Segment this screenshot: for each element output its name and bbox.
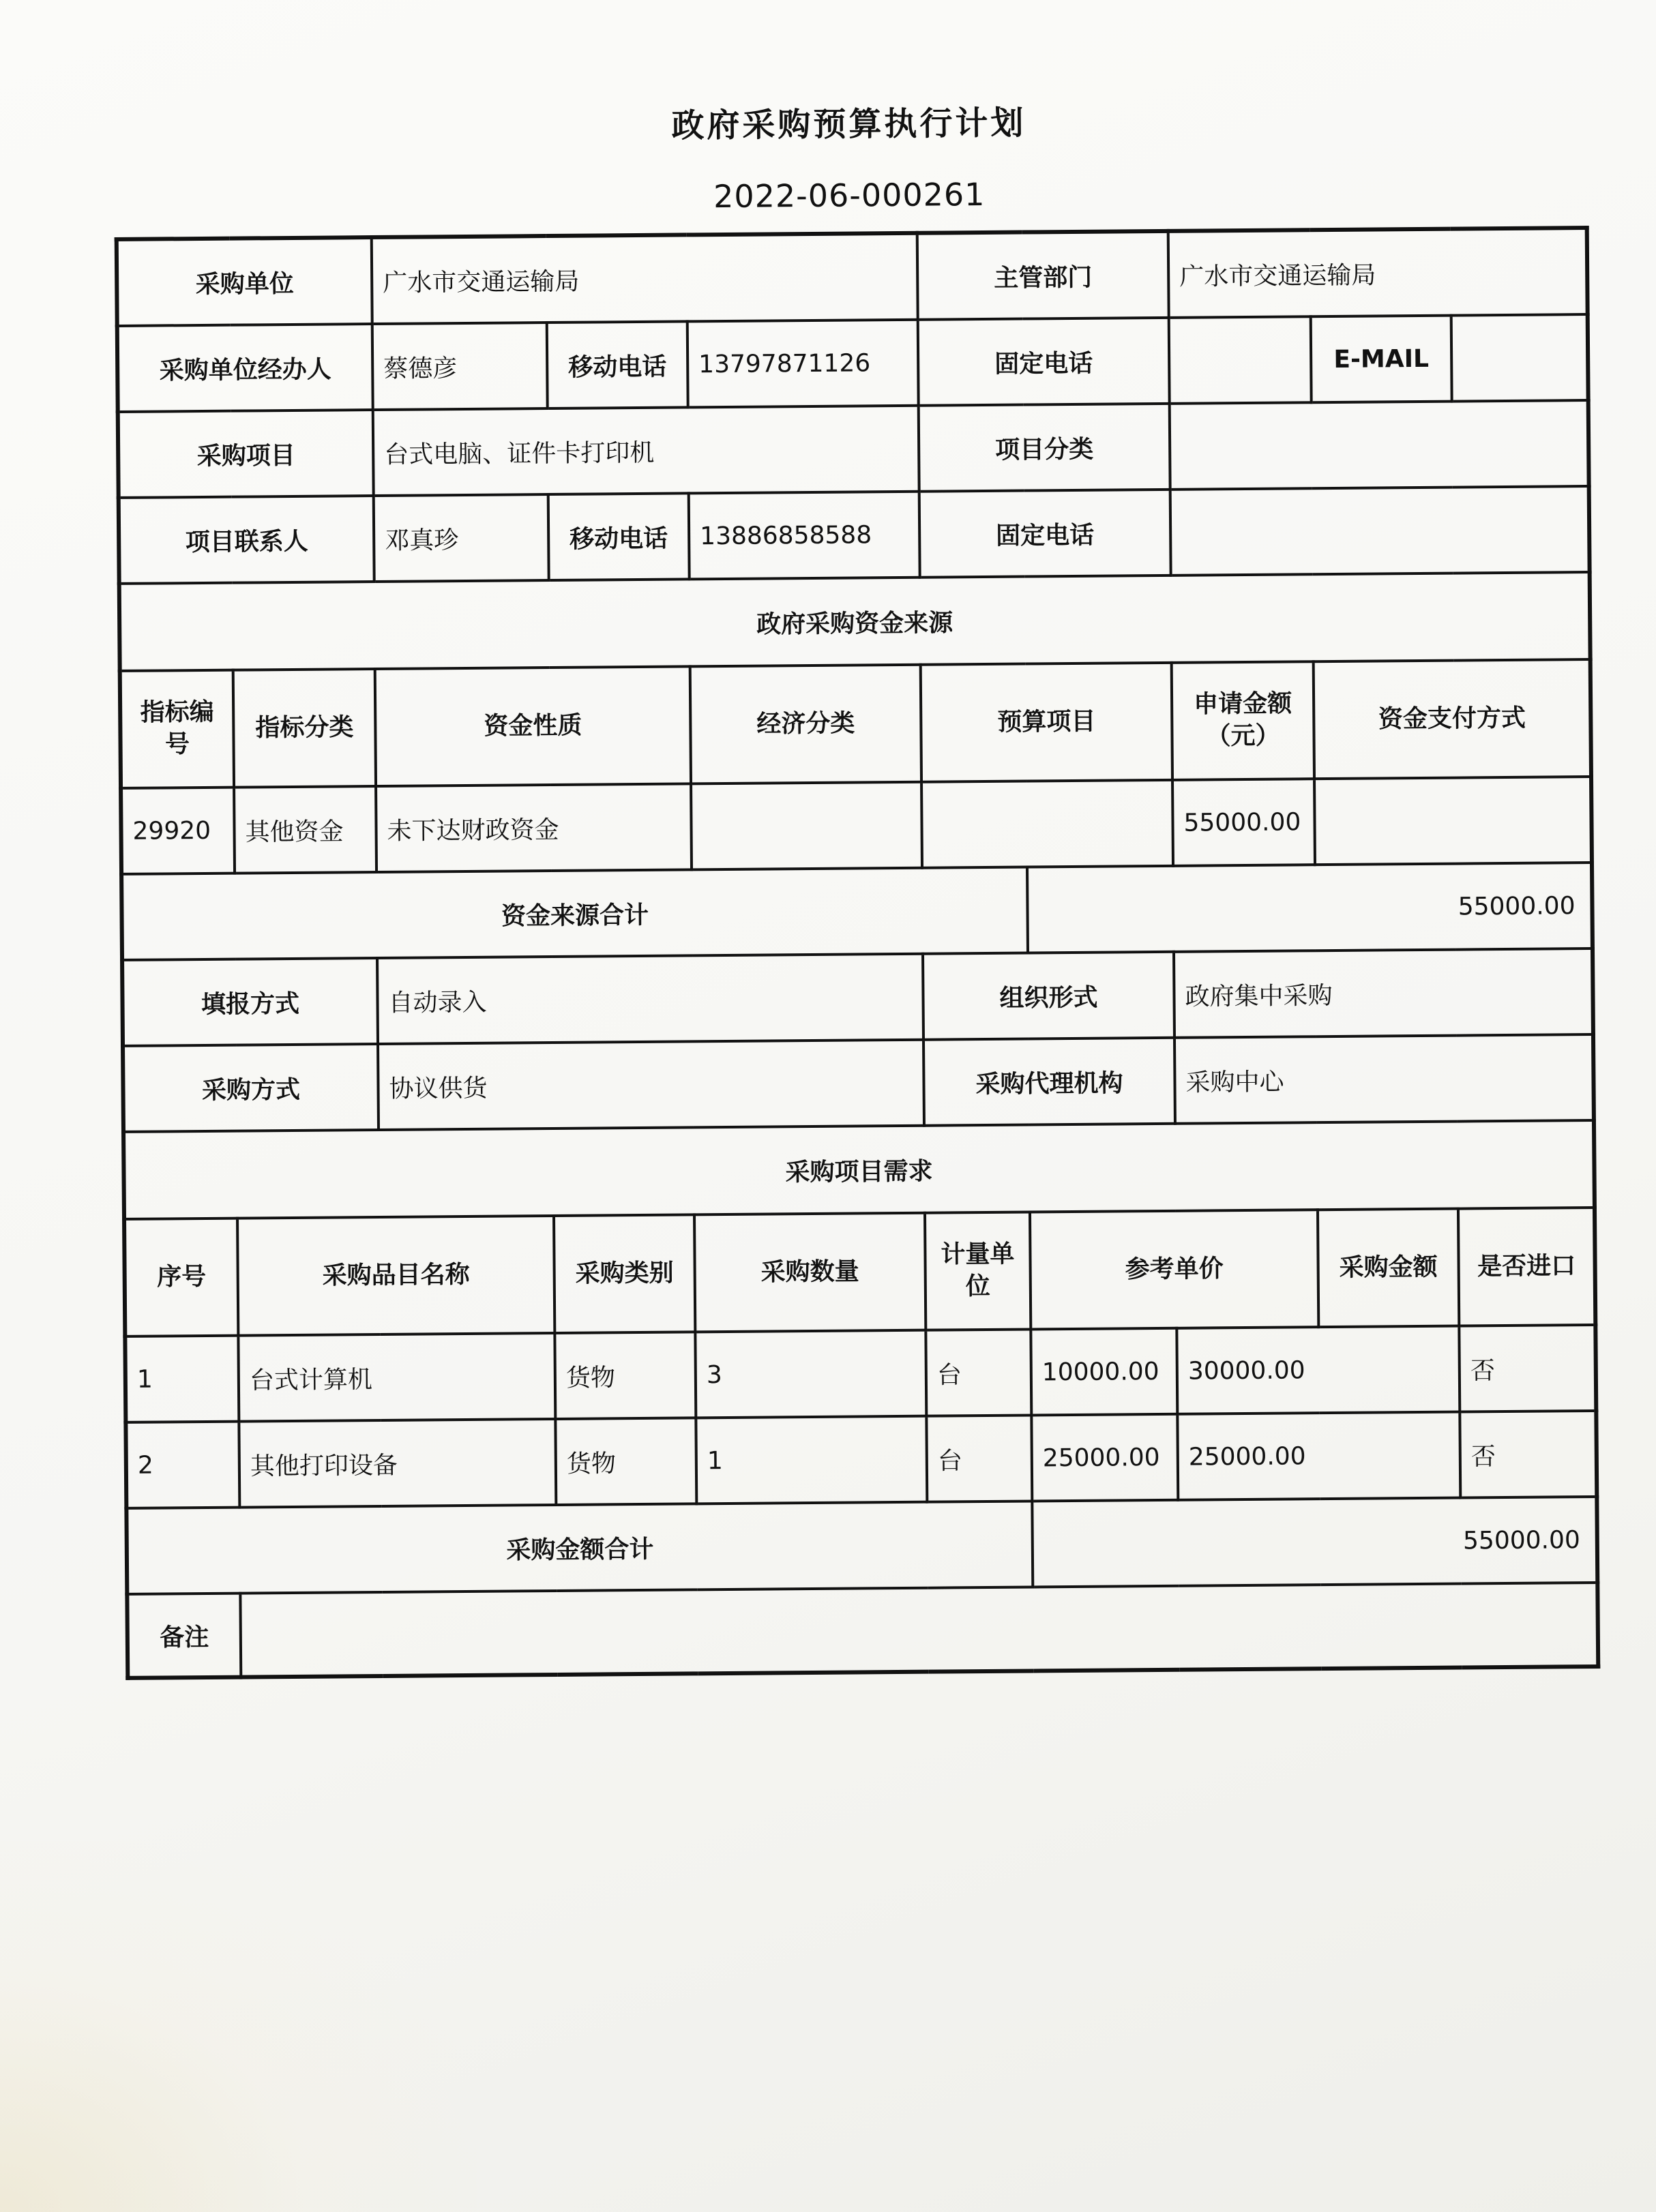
demand-cell: 否 bbox=[1459, 1325, 1596, 1412]
demand-header: 采购类别 bbox=[554, 1214, 695, 1333]
phone-label: 固定电话 bbox=[918, 318, 1170, 406]
contact-label: 项目联系人 bbox=[119, 496, 374, 584]
demand-cell: 10000.00 bbox=[1031, 1328, 1177, 1416]
demand-header-row bbox=[124, 1208, 1595, 1336]
budget-plan-table bbox=[115, 226, 1601, 1680]
demand-section-title: 采购项目需求 bbox=[123, 1120, 1595, 1219]
dept-label: 主管部门 bbox=[917, 231, 1169, 320]
funding-header: 指标编号 bbox=[120, 670, 234, 788]
funding-total-row bbox=[121, 863, 1593, 960]
org-value: 政府集中采购 bbox=[1174, 948, 1593, 1038]
demand-cell: 货物 bbox=[555, 1418, 696, 1505]
demand-cell: 25000.00 bbox=[1177, 1412, 1460, 1500]
contact-mobile-value: 13886858588 bbox=[689, 492, 920, 580]
project-value: 台式电脑、证件卡打印机 bbox=[373, 406, 919, 496]
email-label: E-MAIL bbox=[1311, 316, 1452, 403]
funding-cell: 55000.00 bbox=[1172, 779, 1315, 866]
demand-cell: 货物 bbox=[555, 1332, 696, 1419]
funding-cell: 未下达财政资金 bbox=[376, 783, 692, 872]
project-label: 采购项目 bbox=[118, 410, 374, 498]
funding-header-row bbox=[120, 659, 1591, 788]
demand-cell: 3 bbox=[695, 1330, 926, 1418]
email-value bbox=[1451, 314, 1588, 402]
handler-label: 采购单位经办人 bbox=[117, 324, 373, 412]
remark-row bbox=[127, 1583, 1598, 1678]
funding-cell bbox=[1314, 777, 1592, 865]
paper-shadow bbox=[0, 1841, 477, 2212]
agency-value: 采购中心 bbox=[1174, 1034, 1594, 1124]
demand-cell: 台 bbox=[926, 1329, 1031, 1416]
method-row-purchase bbox=[123, 1034, 1594, 1132]
document-number: 2022-06-000261 bbox=[713, 175, 986, 215]
demand-header: 采购金额 bbox=[1318, 1209, 1459, 1328]
funding-row bbox=[121, 777, 1592, 874]
fill-value: 自动录入 bbox=[377, 954, 923, 1044]
contact-phone-label: 固定电话 bbox=[919, 490, 1171, 578]
demand-header: 采购数量 bbox=[694, 1213, 926, 1332]
funding-header: 预算项目 bbox=[921, 663, 1172, 782]
funding-total-label: 资金来源合计 bbox=[121, 867, 1028, 960]
fill-label: 填报方式 bbox=[122, 958, 378, 1046]
document-page bbox=[113, 77, 1584, 1652]
funding-header: 指标分类 bbox=[233, 669, 376, 788]
funding-cell bbox=[691, 782, 922, 870]
unit-value: 广水市交通运输局 bbox=[372, 233, 918, 324]
funding-cell bbox=[921, 780, 1173, 868]
funding-cell: 其他资金 bbox=[234, 786, 376, 873]
remark-label: 备注 bbox=[127, 1594, 241, 1678]
funding-section-row bbox=[119, 572, 1591, 671]
mobile-label: 移动电话 bbox=[547, 321, 688, 408]
info-row-contact bbox=[119, 486, 1590, 584]
funding-header: 经济分类 bbox=[690, 665, 921, 784]
demand-cell: 台式计算机 bbox=[238, 1333, 555, 1422]
funding-header: 申请金额（元） bbox=[1172, 661, 1314, 780]
demand-section-row bbox=[123, 1120, 1595, 1219]
handler-value: 蔡德彦 bbox=[372, 323, 548, 410]
demand-cell: 1 bbox=[696, 1416, 927, 1504]
contact-value: 邓真珍 bbox=[374, 494, 549, 582]
category-value bbox=[1170, 400, 1589, 490]
demand-cell: 否 bbox=[1460, 1411, 1597, 1498]
funding-total-value: 55000.00 bbox=[1027, 863, 1593, 953]
demand-header: 采购品目名称 bbox=[237, 1216, 555, 1336]
dept-value: 广水市交通运输局 bbox=[1168, 228, 1588, 318]
document-title: 政府采购预算执行计划 bbox=[671, 104, 1026, 145]
demand-total-value: 55000.00 bbox=[1032, 1497, 1597, 1587]
funding-section-title: 政府采购资金来源 bbox=[119, 572, 1591, 671]
demand-row bbox=[125, 1325, 1596, 1422]
demand-header: 计量单位 bbox=[925, 1212, 1031, 1330]
contact-mobile-label: 移动电话 bbox=[548, 493, 690, 580]
demand-cell: 台 bbox=[926, 1415, 1032, 1501]
unit-label: 采购单位 bbox=[117, 237, 372, 326]
demand-cell: 25000.00 bbox=[1031, 1414, 1178, 1501]
purchase-method-value: 协议供货 bbox=[378, 1040, 924, 1130]
method-row-fill bbox=[122, 948, 1593, 1046]
mobile-value: 13797871126 bbox=[687, 320, 919, 408]
funding-cell: 29920 bbox=[121, 788, 235, 874]
demand-header: 序号 bbox=[124, 1219, 238, 1336]
demand-total-label: 采购金额合计 bbox=[126, 1501, 1033, 1594]
info-row-handler bbox=[117, 314, 1588, 412]
demand-header: 是否进口 bbox=[1458, 1208, 1595, 1326]
funding-header: 资金支付方式 bbox=[1314, 659, 1591, 779]
phone-value bbox=[1169, 316, 1312, 404]
demand-cell: 2 bbox=[125, 1422, 239, 1508]
purchase-method-label: 采购方式 bbox=[123, 1044, 379, 1132]
demand-cell: 30000.00 bbox=[1177, 1326, 1460, 1414]
demand-total-row bbox=[126, 1497, 1597, 1594]
agency-label: 采购代理机构 bbox=[923, 1038, 1175, 1126]
demand-header: 参考单价 bbox=[1030, 1210, 1318, 1329]
contact-phone-value bbox=[1170, 486, 1590, 576]
info-row-project bbox=[118, 400, 1589, 498]
info-row-unit bbox=[117, 228, 1588, 326]
org-label: 组织形式 bbox=[923, 952, 1174, 1040]
demand-row bbox=[125, 1411, 1597, 1508]
funding-header: 资金性质 bbox=[375, 666, 691, 786]
remark-value bbox=[240, 1583, 1598, 1677]
demand-cell: 1 bbox=[125, 1336, 239, 1422]
category-label: 项目分类 bbox=[919, 404, 1170, 492]
demand-cell: 其他打印设备 bbox=[239, 1419, 556, 1508]
